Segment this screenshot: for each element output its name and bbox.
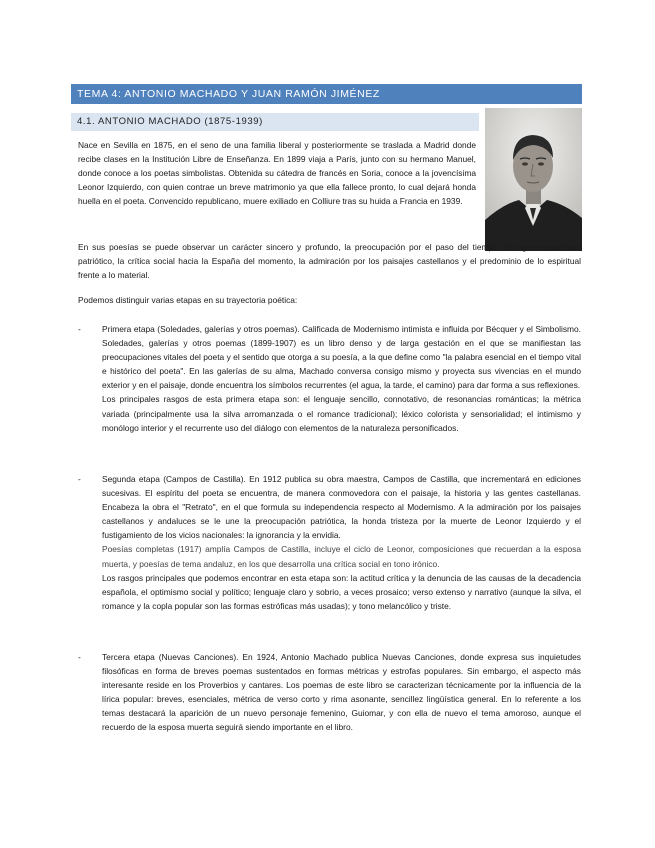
list-bullet: - [78,474,81,484]
list-bullet: - [78,652,81,662]
first-stage-description: Primera etapa (Soledades, galerías y otros poemas). Calificada de Modernismo intimista e influida por Bécquer y el Simbolismo. Soledades, galerías y otros poemas (1899-1907) es un libro denso y de larga gestación en el que se manifiestan las preocupaciones vitales del poeta y el sentido que otorga a su poesía, a la que define como "la palabra esencial en el tiempo vital e histórico del poeta". En las galerías de su alma, Machado conversa consigo mismo y proyecta sus vivencias en el mundo exterior y en el paisaje, donde encuentra los símbolos recurrentes (el agua, la tarde, el camino) para dar forma a sus reflexiones. [102,324,581,391]
third-stage-description: Tercera etapa (Nuevas Canciones). En 1924, Antonio Machado publica Nuevas Canciones, donde expresa sus inquietudes filosóficas en forma de breves poemas sustentados en formas métricas y estrofas populares. Sin embargo, el aspecto más interesante reside en los Proverbios y cantares. Los poemas de este libro se caracterizan técnicamente por la influencia de la lírica popular: breves, esenciales, métrica de verso corto y rima asonante, sencillez lingüística general. En lo referente a los temas destacará la aparición de un nuevo personaje femenino, Guiomar, y con ella de nuevo el tema amoroso, aunque el recuerdo de la esposa muerta seguirá siendo importante en el libro. [102,652,581,733]
portrait-photo-icon [485,108,582,251]
intro-paragraph: Nace en Sevilla en 1875, en el seno de una familia liberal y posteriormente se traslada a Madrid donde recibe clases en la Institución Libre de Enseñanza. En 1899 viaja a París, junto con su hermano Manuel, donde conoce a los poetas simbolistas. Obtenida su cátedra de francés en Soria, conoce a la jovencísima Leonor Izquierdo, con quien contrae un breve matrimonio ya que ella fallece pronto, lo cual dejará honda huella en el poeta. Convencido republicano, muere exiliado en Colliure tras su huida a Francia en 1939. [78,140,476,207]
themes-paragraph: En sus poesías se puede observar un carácter sincero y profundo, la preocupación por el paso del tiempo, el regeneracionismo patriótico, la crítica social hacia la España del momento, la admiración por los paisajes castellanos y el predominio de lo espiritual frente a lo material. [78,242,581,281]
second-stage-description: Segunda etapa (Campos de Castilla). En 1912 publica su obra maestra, Campos de Castilla, que incrementará en ediciones sucesivas. El espíritu del poeta se encuentra, de manera conmovedora con el paisaje, la historia y las gentes castellanas. Encabeza la obra el "Retrato", en el que formula su independencia respecto al Modernismo. A la admiración por los paisajes castellanos y andaluces se le une la preocupación patriótica, la honda tristeza por la muerte de Leonor Izquierdo y el fustigamiento de los vicios nacionales: la ignorancia y la envidia. [102,474,581,541]
chapter-title: TEMA 4: ANTONIO MACHADO Y JUAN RAMÓN JIMÉNEZ [71,84,582,104]
list-bullet: - [78,324,81,334]
first-stage-features: Los principales rasgos de esta primera etapa son: el lenguaje sencillo, connotativo, de resonancias románticas; la métrica variada (principalmente usa la silva arromanzada o el romance tradicional); léxico colorista y sensorialidad; el intimismo y monólogo interior y el recurrente uso del diálogo con elementos de la naturaleza personificados. [102,394,581,433]
section-heading: 4.1. ANTONIO MACHADO (1875-1939) [71,113,479,131]
second-stage-complete-poems: Poesías completas (1917) amplía Campos de Castilla, incluye el ciclo de Leonor, composiciones que recuerdan a la esposa muerta, y poesías de tema andaluz, en los que desarrolla una crítica social en tono irónico. [102,544,581,569]
stages-intro-paragraph: Podemos distinguir varias etapas en su trayectoria poética: [78,295,298,305]
second-stage-features: Los rasgos principales que podemos encontrar en esta etapa son: la actitud crítica y la denuncia de las causas de la decadencia española, el optimismo social y político; lenguaje claro y sobrio, a veces prosaico; verso extenso y narrativo (aunque la silva, el romance y la copla popular son las formas estróficas más usadas); y tono melancólico y triste. [102,572,581,611]
